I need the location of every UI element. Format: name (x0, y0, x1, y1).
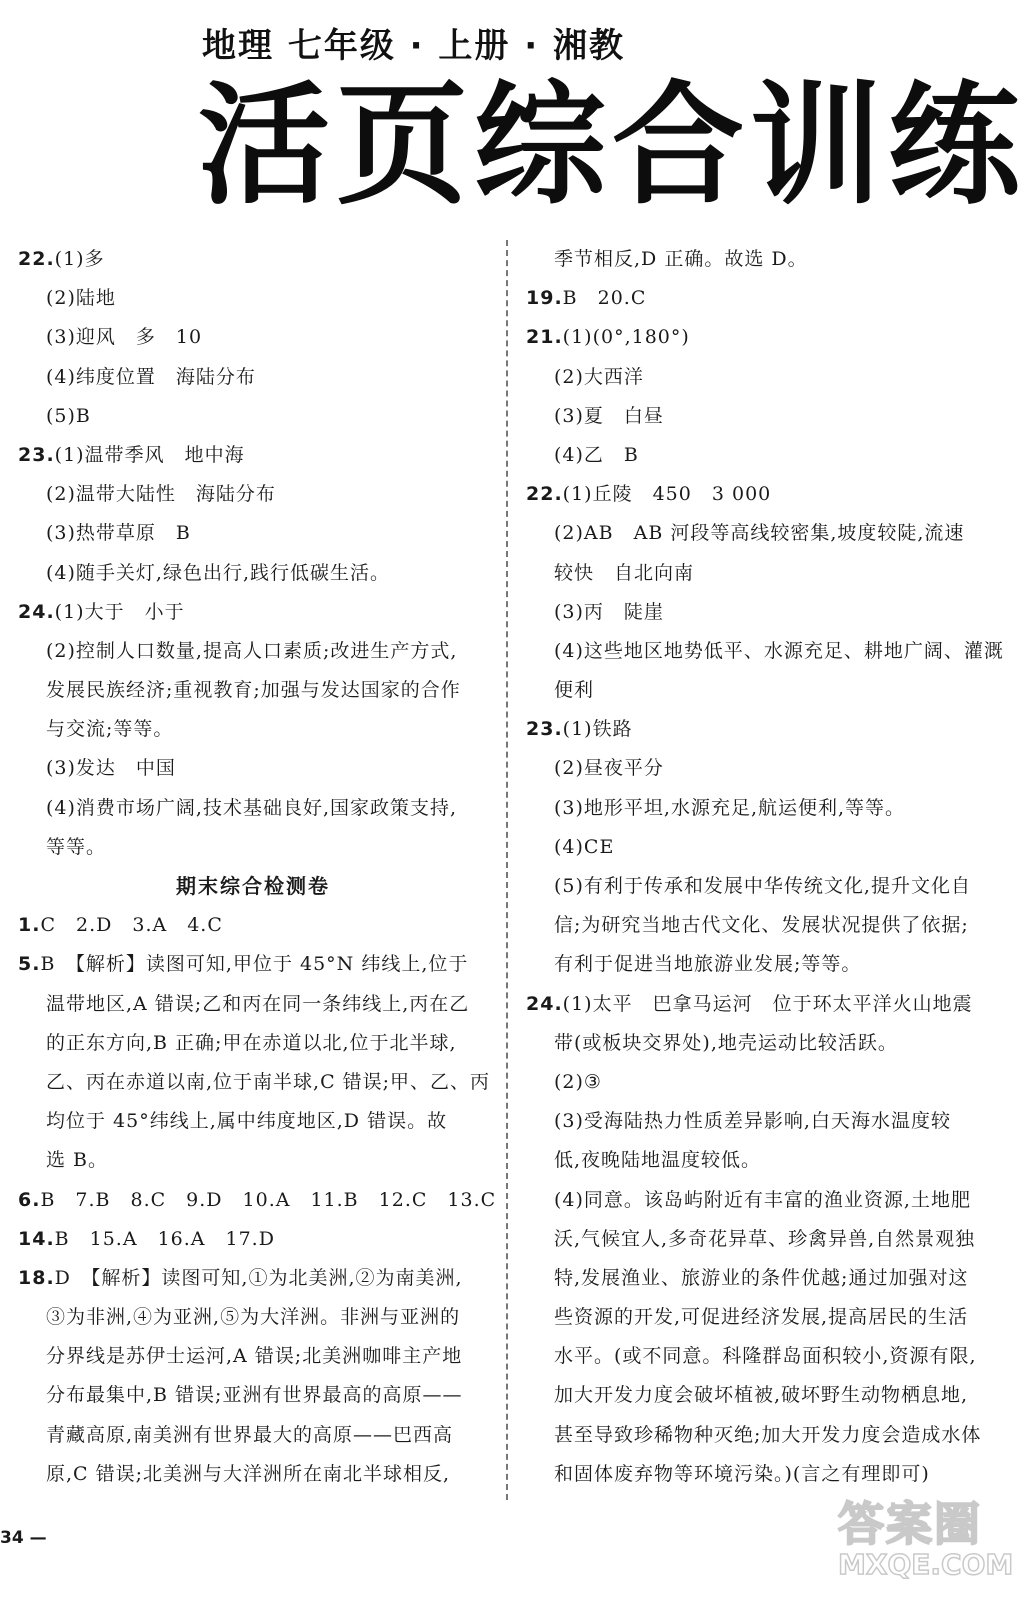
section-heading-text: 期末综合检测卷 (176, 874, 330, 898)
answer-text: D 【解析】读图可知,①为北美洲,②为南美洲, (54, 1266, 463, 1289)
question-number: 24. (18, 600, 55, 623)
answer-text: (2)温带大陆性 海陆分布 (46, 483, 276, 506)
answer-line (526, 475, 996, 514)
answer-text: 的正东方向,B 正确;甲在赤道以北,位于北半球, (46, 1031, 457, 1054)
book-title: 活页综合训练 (198, 69, 1026, 223)
answer-text: (4)纬度位置 海陆分布 (46, 365, 256, 388)
answer-line (526, 1063, 996, 1102)
answer-text: B 【解析】读图可知,甲位于 45°N 纬线上,位于 (40, 953, 469, 976)
question-number: 18. (18, 1266, 55, 1289)
answer-line (526, 749, 996, 788)
answer-line (18, 1455, 488, 1494)
answer-text: (1)铁路 (562, 718, 633, 741)
answer-text: (3)夏 白昼 (554, 404, 664, 427)
answer-text: (2)③ (554, 1070, 602, 1093)
book-subtitle: 地理 七年级 · 上册 · 湘教 (202, 26, 626, 66)
answer-line (18, 1063, 491, 1102)
answer-line (18, 985, 488, 1024)
answer-text: (3)发达 中国 (46, 757, 176, 780)
answer-text: 乙、丙在赤道以南,位于南半球,C 错误;甲、乙、丙 (46, 1070, 491, 1093)
answer-line (18, 671, 488, 710)
answer-line (18, 749, 488, 788)
answer-text: (1)太平 巴拿马运河 位于环太平洋火山地震 (562, 992, 973, 1015)
answer-line (18, 906, 488, 945)
answer-line (18, 789, 488, 828)
answer-text: 信;为研究当地古代文化、发展状况提供了依据; (554, 914, 969, 937)
answer-line (526, 1259, 996, 1298)
left-answer-column (18, 240, 497, 1494)
page-header (0, 0, 1030, 230)
answer-text: 青藏高原,南美洲有世界最大的高原——巴西高 (46, 1423, 454, 1446)
answer-line (18, 1416, 488, 1455)
page-number: 34 — (0, 1528, 47, 1548)
answer-text: (1)(0°,180°) (562, 326, 690, 349)
question-number: 19. (526, 287, 563, 310)
question-number: 22. (526, 483, 563, 506)
answer-text: 季节相反,D 正确。故选 D。 (554, 248, 808, 270)
answer-line (526, 789, 996, 828)
answer-line (526, 1102, 996, 1141)
answer-line (526, 593, 996, 632)
answer-line (526, 945, 996, 984)
answer-line (526, 1337, 996, 1376)
answer-text: 甚至导致珍稀物种灭绝;加大开发力度会造成水体 (554, 1423, 982, 1446)
answer-line (18, 279, 488, 318)
answer-line (526, 240, 996, 279)
answer-line (18, 828, 488, 867)
answer-text: 加大开发力度会破坏植被,破坏野生动物栖息地, (554, 1384, 969, 1407)
answer-text: 分界线是苏伊士运河,A 错误;北美洲咖啡主产地 (46, 1345, 463, 1368)
answer-line (526, 1416, 996, 1455)
answer-line (18, 475, 488, 514)
answer-text: (5)有利于传承和发展中华传统文化,提升文化自 (554, 875, 971, 897)
answer-line (526, 671, 996, 710)
answer-text: 发展民族经济;重视教育;加强与发达国家的合作 (46, 679, 461, 702)
answer-line (526, 318, 996, 357)
answer-line (18, 1024, 488, 1063)
answer-line (18, 945, 488, 984)
answer-text: 和固体废弃物等环境污染。)(言之有理即可) (554, 1462, 930, 1485)
answer-line (18, 632, 488, 671)
answer-text: 较快 自北向南 (554, 561, 695, 584)
answer-text: 特,发展渔业、旅游业的条件优越;通过加强对这 (554, 1266, 969, 1289)
answer-line (526, 514, 996, 553)
answer-line (526, 867, 996, 906)
section-heading (18, 867, 488, 906)
answer-text: 有利于促进当地旅游业发展;等等。 (554, 953, 862, 976)
answer-text: 原,C 错误;北美洲与大洋洲所在南北半球相反, (46, 1462, 451, 1485)
answer-text: ③为非洲,④为亚洲,⑤为大洋洲。非洲与亚洲的 (46, 1306, 461, 1329)
answer-text: (4)CE (554, 835, 615, 858)
answer-line (526, 985, 996, 1024)
answer-text: B 20.C (562, 287, 647, 310)
answer-text: (3)受海陆热力性质差异影响,白天海水温度较 (554, 1110, 951, 1133)
answer-line (18, 436, 488, 475)
answer-line (18, 358, 488, 397)
answer-line (18, 1102, 488, 1141)
answer-text: 低,夜晚陆地温度较低。 (554, 1149, 762, 1172)
answer-line (526, 828, 996, 867)
answer-text: 水平。(或不同意。科隆群岛面积较小,资源有限, (554, 1345, 977, 1368)
answer-line (18, 593, 488, 632)
question-number: 21. (526, 326, 563, 349)
answer-line (18, 514, 488, 553)
answer-line (526, 279, 996, 318)
answer-line (526, 436, 996, 475)
answer-line (18, 1298, 488, 1337)
answer-text: (1)丘陵 450 3 000 (562, 483, 772, 506)
question-number: 22. (18, 248, 55, 270)
answer-line (526, 1298, 996, 1337)
watermark-logo (838, 1488, 1024, 1592)
answer-text: (3)迎风 多 10 (46, 326, 203, 349)
answer-line (526, 554, 996, 593)
answer-text: (4)这些地区地势低平、水源充足、耕地广阔、灌溉 (554, 639, 1004, 662)
answer-text: (4)乙 B (554, 443, 639, 466)
answer-text: (1)多 (54, 248, 105, 270)
answer-text: 等等。 (46, 835, 107, 858)
answer-text: (2)大西洋 (554, 365, 644, 388)
question-number: 23. (526, 718, 563, 741)
question-number: 14. (18, 1227, 55, 1250)
answer-line (18, 240, 488, 279)
answer-line (18, 1220, 488, 1259)
answer-text: 温带地区,A 错误;乙和丙在同一条纬线上,丙在乙 (46, 992, 470, 1015)
answer-text: (2)控制人口数量,提高人口素质;改进生产方式, (46, 639, 458, 662)
answer-line (18, 1259, 488, 1298)
answer-text: (1)温带季风 地中海 (54, 443, 245, 466)
answer-text: 均位于 45°纬线上,属中纬度地区,D 错误。故 (46, 1110, 448, 1133)
answer-line (526, 906, 996, 945)
answer-line (18, 318, 488, 357)
answer-text: B 7.B 8.C 9.D 10.A 11.B 12.C 13.C (40, 1188, 497, 1211)
answer-text: B 15.A 16.A 17.D (54, 1227, 275, 1250)
right-answer-column (526, 240, 1004, 1494)
question-number: 24. (526, 992, 563, 1015)
answer-line (18, 1181, 497, 1220)
answer-text: (3)丙 陡崖 (554, 600, 664, 623)
answer-line (18, 1141, 488, 1180)
answer-line (526, 1181, 996, 1220)
answer-text: (2)AB AB 河段等高线较密集,坡度较陡,流速 (554, 522, 965, 545)
answer-text: (3)热带草原 B (46, 522, 191, 545)
answer-line (526, 1220, 996, 1259)
answer-line (526, 1376, 996, 1415)
answer-line (18, 710, 488, 749)
answer-text: (4)消费市场广阔,技术基础良好,国家政策支持, (46, 796, 458, 819)
answer-line (526, 632, 1004, 671)
answer-text: 些资源的开发,可促进经济发展,提高居民的生活 (554, 1306, 969, 1329)
answer-text: 选 B。 (46, 1149, 109, 1172)
question-number: 6. (18, 1188, 41, 1211)
answer-text: 便利 (554, 679, 595, 702)
answer-text: 分布最集中,B 错误;亚洲有世界最高的高原—— (46, 1384, 463, 1407)
answer-text: (4)随手关灯,绿色出行,践行低碳生活。 (46, 561, 390, 584)
answer-text: C 2.D 3.A 4.C (40, 914, 223, 937)
watermark-text: 答案圈 (838, 1497, 982, 1551)
answer-line (18, 1337, 488, 1376)
answer-text: (1)大于 小于 (54, 600, 185, 623)
question-number: 23. (18, 443, 55, 466)
answer-line (18, 554, 488, 593)
answer-line (526, 397, 996, 436)
answer-line (18, 397, 488, 436)
answer-line (526, 358, 996, 397)
answer-line (18, 1376, 488, 1415)
watermark-url: MXQE.COM (838, 1548, 1014, 1581)
answer-text: 带(或板块交界处),地壳运动比较活跃。 (554, 1031, 898, 1054)
answer-text: 与交流;等等。 (46, 718, 174, 741)
question-number: 5. (18, 953, 41, 976)
answer-line (526, 1024, 996, 1063)
answer-line (526, 1141, 996, 1180)
answer-text: (2)陆地 (46, 287, 116, 310)
answer-text: (5)B (46, 404, 91, 427)
answer-text: (3)地形平坦,水源充足,航运便利,等等。 (554, 796, 906, 819)
question-number: 1. (18, 914, 41, 937)
column-divider (506, 240, 508, 1500)
answer-line (526, 710, 996, 749)
answer-text: (4)同意。该岛屿附近有丰富的渔业资源,土地肥 (554, 1188, 971, 1211)
answer-text: (2)昼夜平分 (554, 757, 664, 780)
answer-text: 沃,气候宜人,多奇花异草、珍禽异兽,自然景观独 (554, 1227, 976, 1250)
